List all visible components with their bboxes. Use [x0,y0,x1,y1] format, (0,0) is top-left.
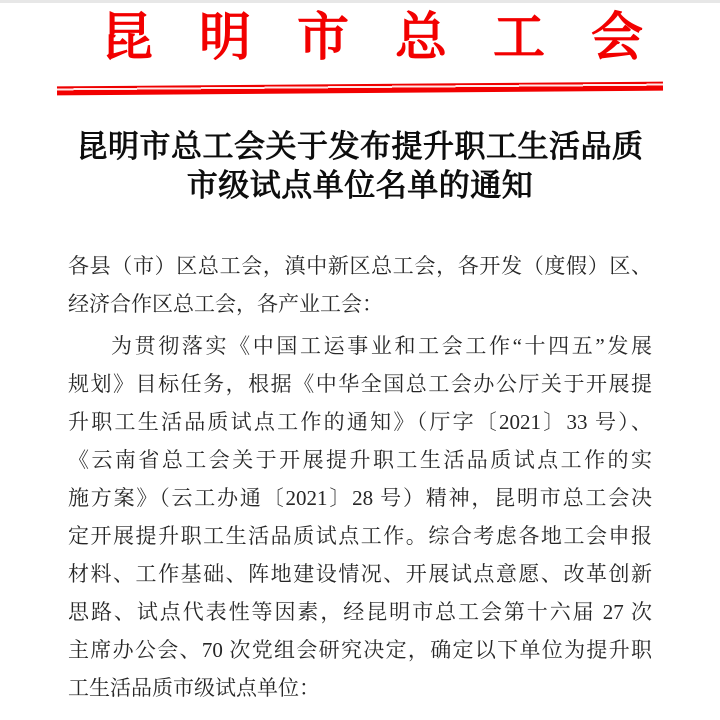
body-text-line: 主席办公会、70 次党组会研究决定，确定以下单位为提升职 [68,638,652,662]
red-divider-line [57,82,663,96]
document-title-line1: 昆明市总工会关于发布提升职工生活品质 [76,129,644,164]
page-top-edge [0,0,720,3]
body-text-line: 《云南省总工会关于开展提升职工生活品质试点工作的实 [68,448,652,472]
body-text-line: 思路、试点代表性等因素，经昆明市总工会第十六届 27 次 [68,600,652,624]
body-text-line: 工生活品质市级试点单位： [68,676,320,700]
body-text-line: 材料、工作基础、阵地建设情况、开展试点意愿、改革创新 [68,562,652,586]
document-header-org-name: 昆明市总工会 [100,10,689,67]
document-title-line2: 市级试点单位名单的通知 [186,168,534,203]
document-title [0,127,720,205]
body-text-line: 为贯彻落实《中国工运事业和工会工作“十四五”发展 [111,334,652,358]
body-text-line: 施方案》（云工办通〔2021〕28 号）精神，昆明市总工会决 [68,486,652,510]
body-text-line: 升职工生活品质试点工作的通知》（厅字〔2021〕33 号）、 [68,410,652,434]
document-body [68,247,652,707]
body-text-line: 经济合作区总工会，各产业工会： [68,292,383,316]
body-text-line: 各县（市）区总工会，滇中新区总工会，各开发（度假）区、 [68,254,652,278]
body-text-line: 定开展提升职工生活品质试点工作。综合考虑各地工会申报 [68,524,652,548]
body-text-line: 规划》目标任务，根据《中华全国总工会办公厅关于开展提 [68,372,652,396]
